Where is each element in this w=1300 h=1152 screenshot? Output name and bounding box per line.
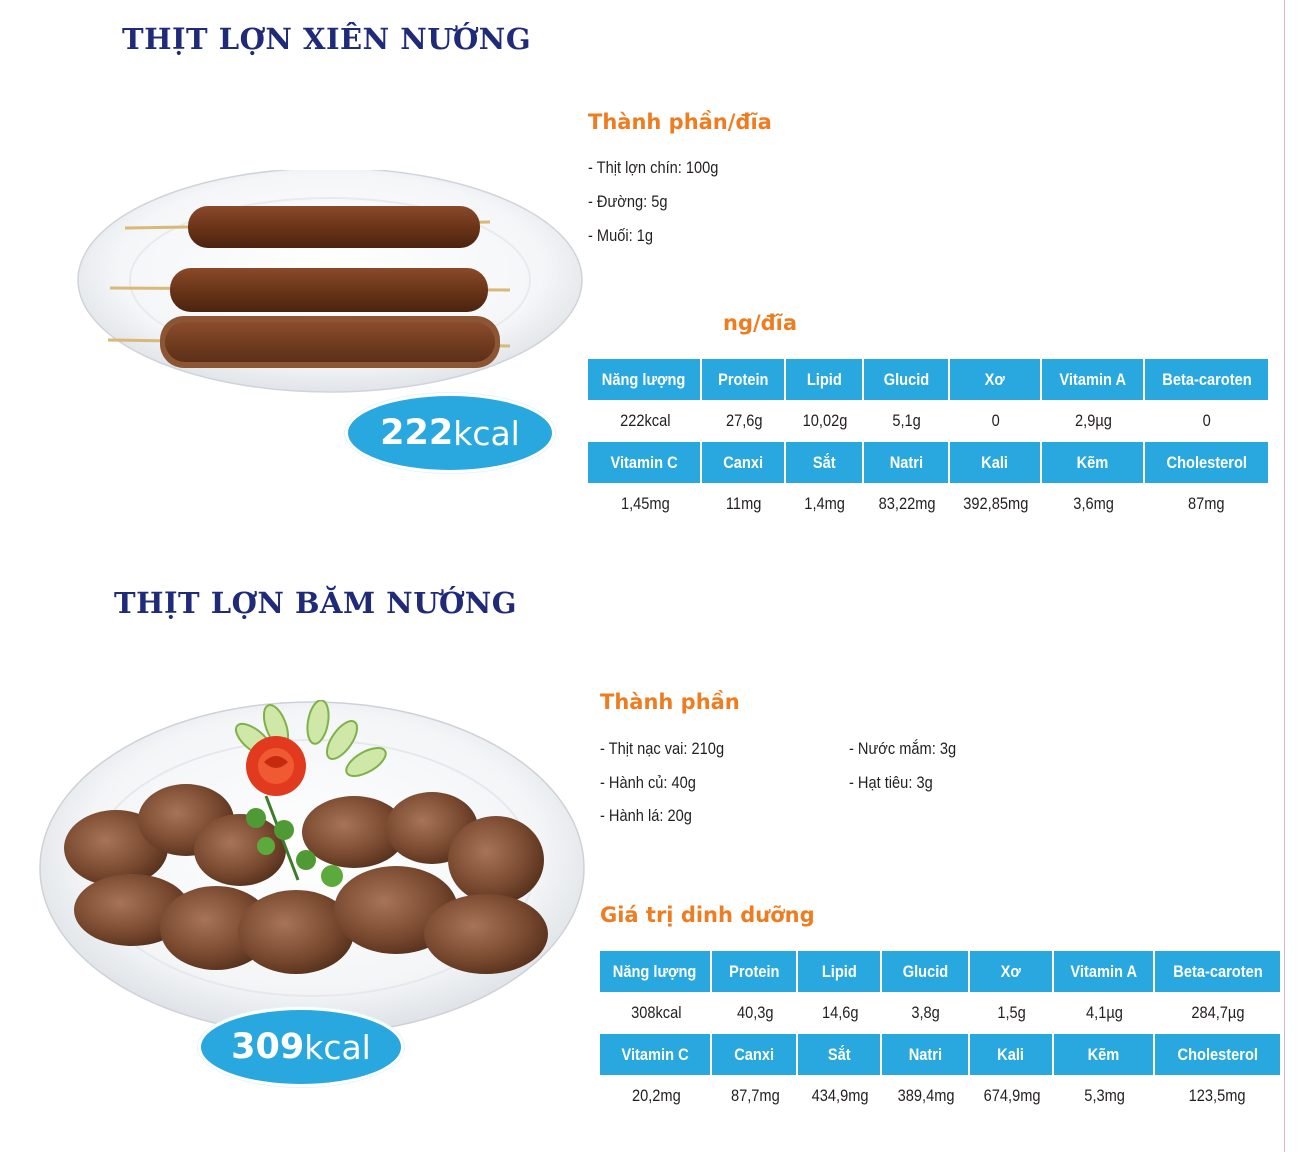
nutrition-value-cell: 1,45mg <box>588 483 702 525</box>
nutrition-header-row <box>588 359 1268 400</box>
nutrition-heading: ng/đĩa <box>723 311 798 335</box>
nutrition-value-cell: 284,7µg <box>1155 992 1280 1034</box>
nutrition-heading: Giá trị dinh dưỡng <box>600 903 815 927</box>
nutrition-header-cell: Cholesterol <box>1145 442 1268 483</box>
ingredient-item: - Hành củ: 40g <box>600 773 696 792</box>
nutrition-value-cell: 222kcal <box>588 400 702 442</box>
nutrition-header-cell: Vitamin A <box>1054 951 1155 992</box>
nutrition-header-cell: Glucid <box>864 359 950 400</box>
calorie-badge: 309 kcal <box>198 1007 404 1087</box>
nutrition-header-cell: Protein <box>702 359 786 400</box>
nutrition-table <box>600 951 1280 1117</box>
nutrition-header-cell: Glucid <box>882 951 970 992</box>
nutrition-header-cell: Protein <box>712 951 798 992</box>
nutrition-header-cell: Xơ <box>950 359 1042 400</box>
ingredient-item: - Nước mắm: 3g <box>849 739 957 758</box>
nutrition-value-row <box>600 1075 1280 1117</box>
nutrition-value-cell: 83,22mg <box>864 483 950 525</box>
minced-pork-plate-photo <box>36 700 588 1040</box>
ingredient-item: - Thịt nạc vai: 210g <box>600 739 725 758</box>
nutrition-value-cell: 3,8g <box>882 992 970 1034</box>
nutrition-header-row <box>588 442 1268 483</box>
nutrition-value-row <box>588 483 1268 525</box>
nutrition-header-cell: Năng lượng <box>588 359 702 400</box>
skewer-plate-photo <box>70 170 590 400</box>
nutrition-header-cell: Kẽm <box>1042 442 1145 483</box>
nutrition-value-row <box>588 400 1268 442</box>
nutrition-value-cell: 40,3g <box>712 992 798 1034</box>
nutrition-header-cell: Lipid <box>786 359 864 400</box>
nutrition-value-cell: 4,1µg <box>1054 992 1155 1034</box>
ingredient-item: - Muối: 1g <box>588 226 654 245</box>
ingredient-item: - Hành lá: 20g <box>600 806 692 825</box>
nutrition-value-cell: 20,2mg <box>600 1075 712 1117</box>
nutrition-value-cell: 392,85mg <box>950 483 1042 525</box>
dish-title: THỊT LỢN XIÊN NƯỚNG <box>122 22 532 56</box>
nutrition-value-cell: 87,7mg <box>712 1075 798 1117</box>
nutrition-header-cell: Canxi <box>712 1034 798 1075</box>
nutrition-value-cell: 5,3mg <box>1054 1075 1155 1117</box>
nutrition-header-cell: Beta-caroten <box>1145 359 1268 400</box>
nutrition-value-cell: 11mg <box>702 483 786 525</box>
nutrition-header-cell: Xơ <box>970 951 1054 992</box>
nutrition-header-cell: Lipid <box>798 951 882 992</box>
nutrition-header-row <box>600 1034 1280 1075</box>
nutrition-header-cell: Vitamin A <box>1042 359 1145 400</box>
nutrition-header-cell: Kali <box>970 1034 1054 1075</box>
nutrition-header-cell: Beta-caroten <box>1155 951 1280 992</box>
nutrition-header-cell: Vitamin C <box>588 442 702 483</box>
nutrition-value-cell: 0 <box>1145 400 1268 442</box>
nutrition-value-cell: 14,6g <box>798 992 882 1034</box>
nutrition-value-cell: 389,4mg <box>882 1075 970 1117</box>
nutrition-value-cell: 1,4mg <box>786 483 864 525</box>
page-edge-rule <box>1284 0 1285 1152</box>
nutrition-value-cell: 3,6mg <box>1042 483 1145 525</box>
nutrition-header-cell: Sắt <box>786 442 864 483</box>
nutrition-value-cell: 123,5mg <box>1155 1075 1280 1117</box>
nutrition-header-cell: Cholesterol <box>1155 1034 1280 1075</box>
calorie-badge: 222 kcal <box>345 393 555 473</box>
nutrition-value-cell: 1,5g <box>970 992 1054 1034</box>
ingredient-item: - Hạt tiêu: 3g <box>849 773 933 792</box>
nutrition-header-cell: Kali <box>950 442 1042 483</box>
dish-title: THỊT LỢN BĂM NƯỚNG <box>114 586 518 620</box>
nutrition-value-cell: 87mg <box>1145 483 1268 525</box>
nutrition-header-cell: Kẽm <box>1054 1034 1155 1075</box>
nutrition-value-cell: 27,6g <box>702 400 786 442</box>
nutrition-value-cell: 674,9mg <box>970 1075 1054 1117</box>
nutrition-value-row <box>600 992 1280 1034</box>
nutrition-header-cell: Vitamin C <box>600 1034 712 1075</box>
nutrition-header-row <box>600 951 1280 992</box>
nutrition-header-cell: Natri <box>882 1034 970 1075</box>
ingredients-heading: Thành phần/đĩa <box>588 110 772 134</box>
nutrition-value-cell: 5,1g <box>864 400 950 442</box>
nutrition-value-cell: 2,9µg <box>1042 400 1145 442</box>
ingredients-heading: Thành phần <box>600 690 740 714</box>
nutrition-value-cell: 0 <box>950 400 1042 442</box>
nutrition-header-cell: Sắt <box>798 1034 882 1075</box>
nutrition-header-cell: Natri <box>864 442 950 483</box>
nutrition-header-cell: Năng lượng <box>600 951 712 992</box>
ingredient-item: - Đường: 5g <box>588 192 668 211</box>
nutrition-value-cell: 10,02g <box>786 400 864 442</box>
nutrition-header-cell: Canxi <box>702 442 786 483</box>
nutrition-value-cell: 308kcal <box>600 992 712 1034</box>
nutrition-table <box>588 359 1268 525</box>
nutrition-value-cell: 434,9mg <box>798 1075 882 1117</box>
ingredient-item: - Thịt lợn chín: 100g <box>588 158 719 177</box>
